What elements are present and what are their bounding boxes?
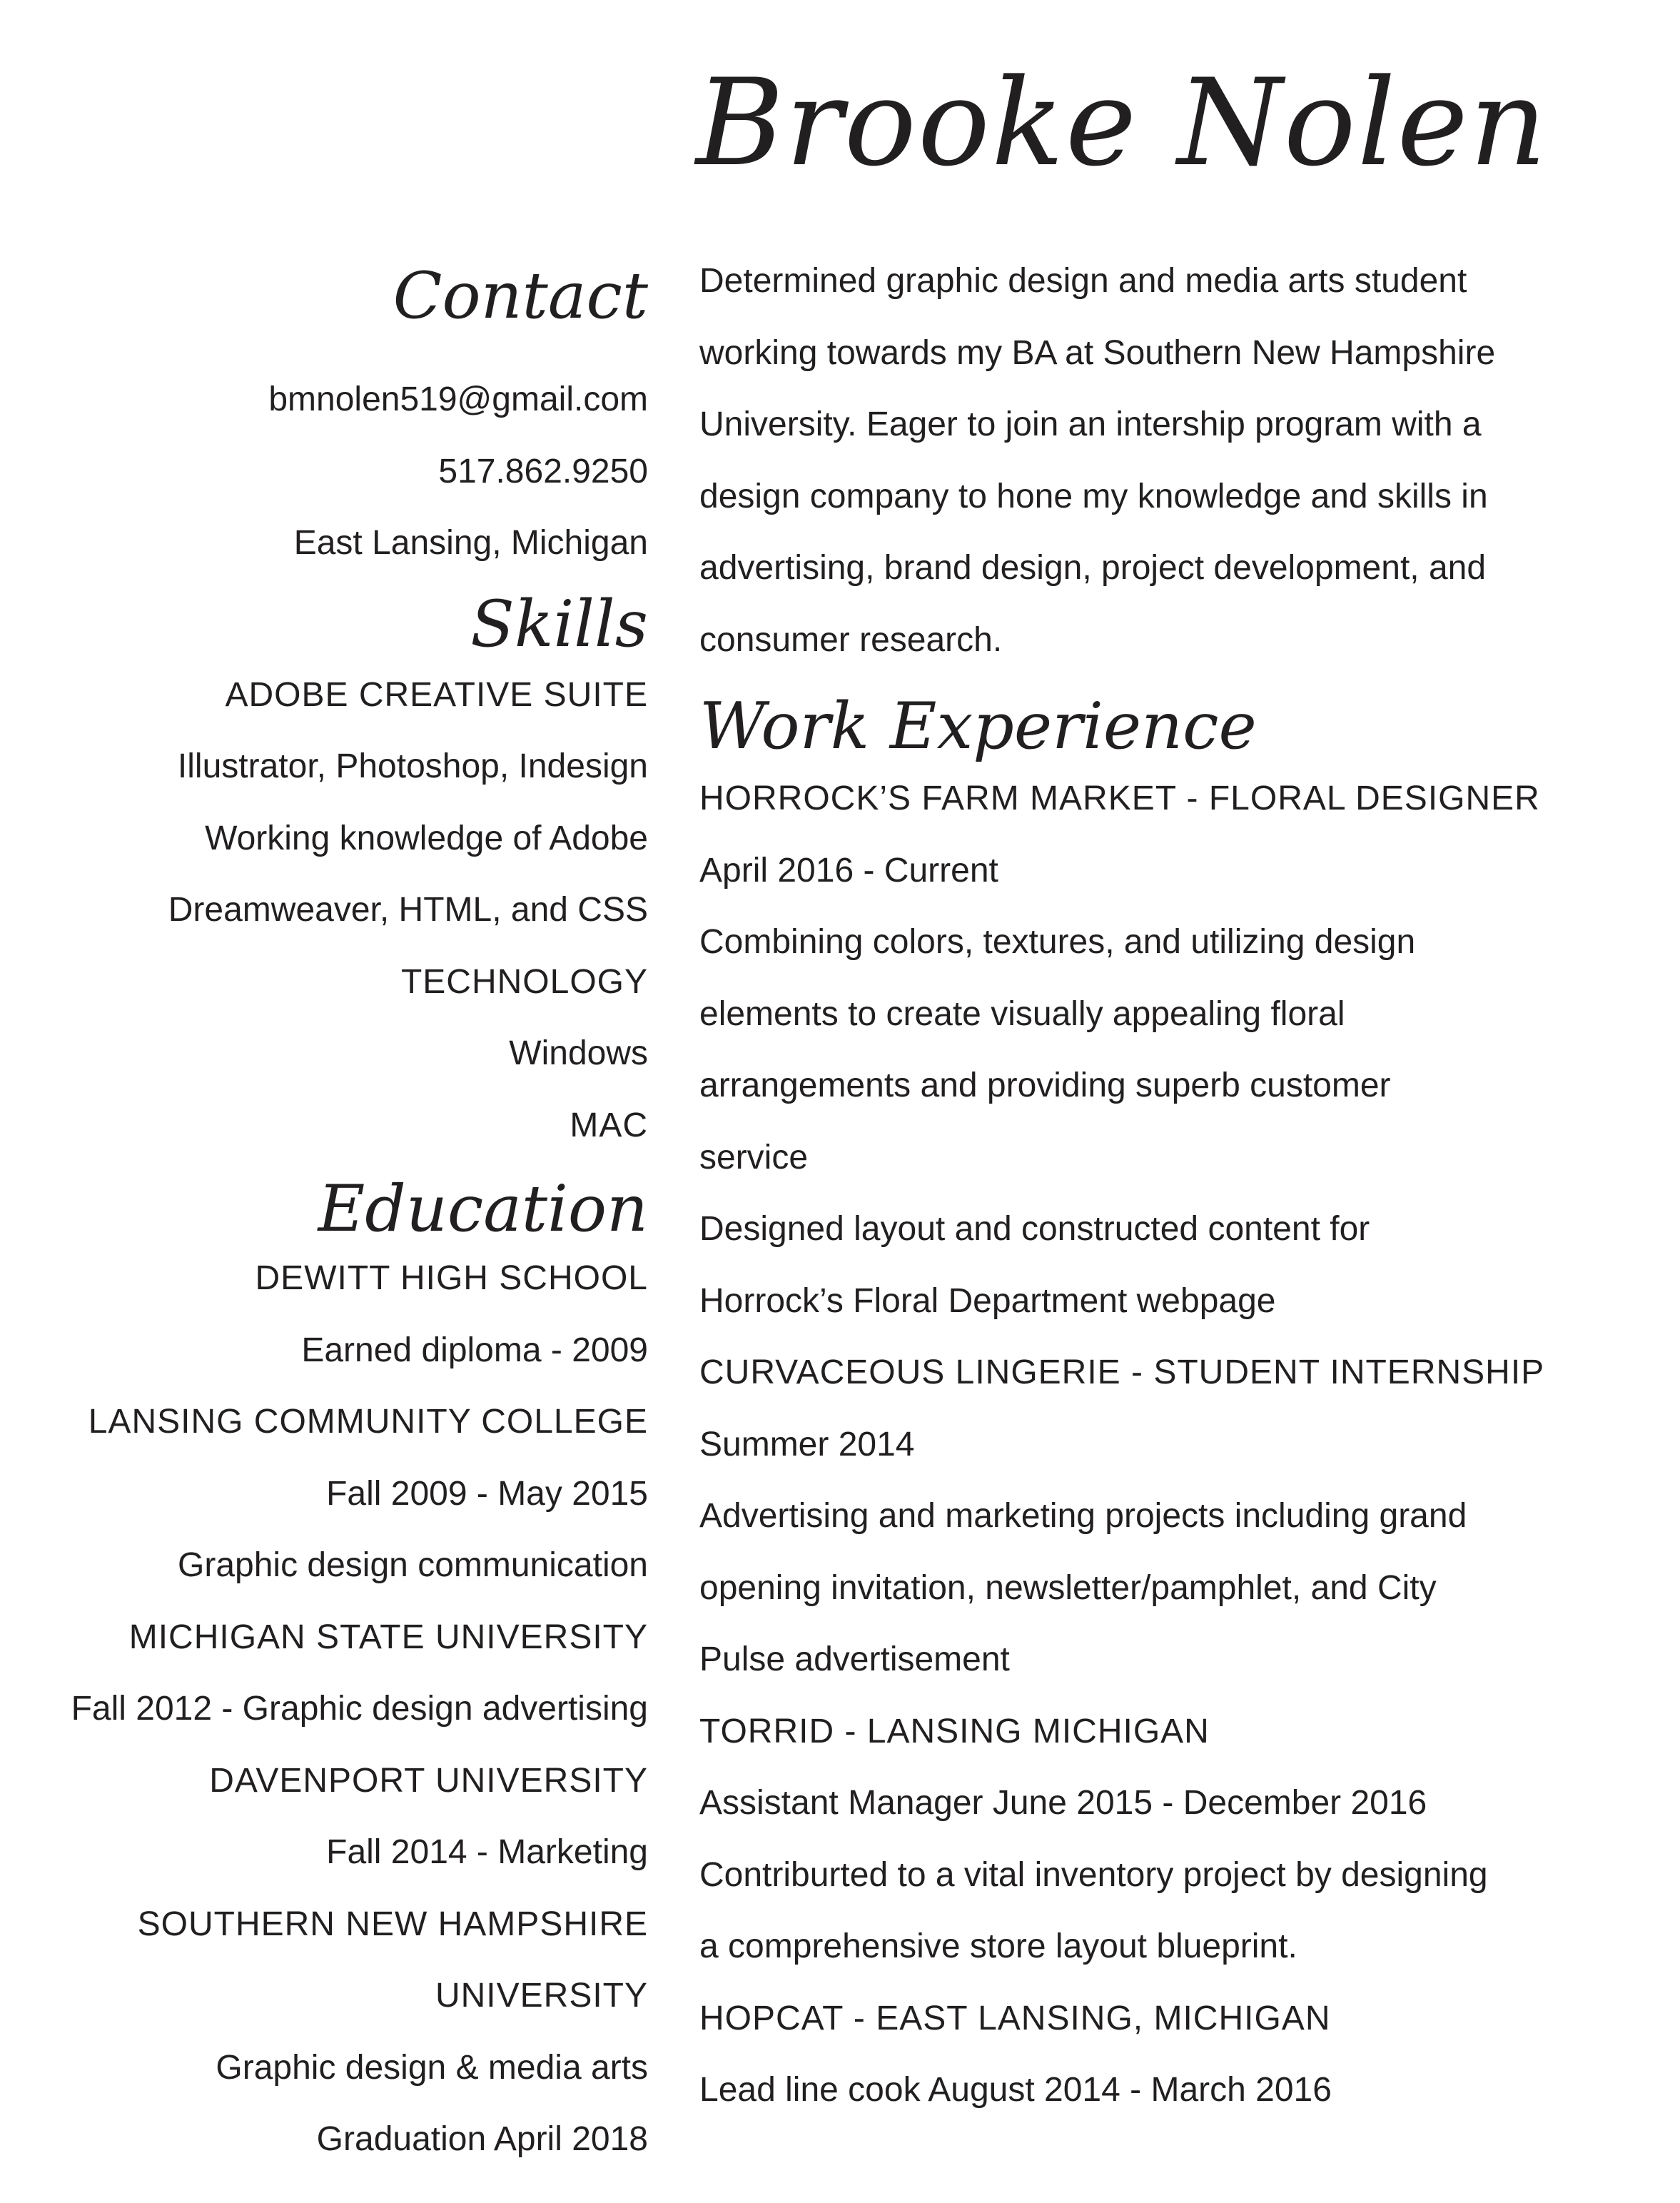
skills-line: TECHNOLOGY: [400, 962, 648, 1001]
skills-line: ADOBE CREATIVE SUITE: [225, 675, 648, 714]
work-line: a comprehensive store layout blueprint.: [699, 1927, 1297, 1965]
summary-line: design company to hone my knowledge and skills in: [699, 477, 1488, 515]
work-line: Combining colors, textures, and utilizing design: [699, 923, 1416, 961]
skills-heading: Skills: [470, 586, 648, 662]
education-line: Fall 2012 - Graphic design advertising: [71, 1690, 648, 1728]
skills-line: Illustrator, Photoshop, Indesign: [177, 747, 648, 785]
work-line: elements to create visually appealing floral: [699, 994, 1345, 1033]
education-line: Fall 2009 - May 2015: [326, 1474, 648, 1513]
education-line: Fall 2014 - Marketing: [326, 1833, 648, 1871]
left-column: [6, 257, 648, 2176]
work-line: HOPCAT - EAST LANSING, MICHIGAN: [699, 1999, 1331, 2037]
contact-email: bmnolen519@gmail.com: [268, 380, 648, 418]
skills-line: Working knowledge of Adobe: [205, 819, 648, 857]
work-line: Summer 2014: [699, 1425, 915, 1463]
work-line: Advertising and marketing projects including grand: [699, 1497, 1467, 1535]
work-line: Designed layout and constructed content for: [699, 1210, 1370, 1248]
right-column: [699, 246, 1649, 2127]
education-section-header: [6, 1161, 648, 1246]
work-line: Contriburted to a vital inventory project by designing: [699, 1855, 1488, 1894]
work-line: arrangements and providing superb customer: [699, 1067, 1391, 1104]
contact-section-header: [6, 257, 648, 364]
skills-line: Dreamweaver, HTML, and CSS: [168, 891, 648, 929]
work-experience-heading: Work Experience: [699, 689, 1257, 764]
work-line: CURVACEOUS LINGERIE - STUDENT INTERNSHIP: [699, 1353, 1545, 1391]
work-line: opening invitation, newsletter/pamphlet, and City: [699, 1568, 1437, 1607]
education-line: SOUTHERN NEW HAMPSHIRE: [137, 1905, 648, 1943]
summary-line: advertising, brand design, project development, and: [699, 549, 1487, 587]
work-line: Lead line cook August 2014 - March 2016: [699, 2071, 1332, 2109]
education-line: Graphic design & media arts: [216, 2048, 648, 2087]
education-line: DAVENPORT UNIVERSITY: [209, 1761, 648, 1800]
summary-line: consumer research.: [699, 620, 1003, 659]
education-line: Graduation April 2018: [316, 2120, 648, 2158]
education-line: Graphic design communication: [178, 1546, 648, 1584]
contact-phone: 517.862.9250: [438, 452, 648, 490]
education-line: MICHIGAN STATE UNIVERSITY: [128, 1618, 648, 1656]
work-line: TORRID - LANSING MICHIGAN: [699, 1712, 1210, 1750]
summary-line: University. Eager to join an intership program with a: [699, 405, 1482, 443]
work-line: HORROCK’S FARM MARKET - FLORAL DESIGNER: [699, 780, 1540, 817]
work-section-header: [699, 676, 1649, 763]
summary-line: working towards my BA at Southern New Hampshire: [699, 333, 1496, 372]
work-line: Pulse advertisement: [699, 1640, 1010, 1678]
education-line: Earned diploma - 2009: [301, 1331, 648, 1369]
contact-heading: Contact: [393, 258, 648, 333]
education-line: LANSING COMMUNITY COLLEGE: [88, 1403, 648, 1441]
contact-location: East Lansing, Michigan: [293, 524, 648, 562]
education-line: UNIVERSITY: [435, 1977, 648, 2015]
education-line: DEWITT HIGH SCHOOL: [255, 1259, 648, 1297]
work-line: service: [699, 1138, 809, 1176]
work-line: Horrock’s Floral Department webpage: [699, 1281, 1276, 1320]
work-line: Assistant Manager June 2015 - December 2016: [699, 1784, 1427, 1822]
work-line: April 2016 - Current: [699, 851, 998, 889]
skills-line: MAC: [570, 1106, 648, 1144]
skills-line: Windows: [509, 1034, 648, 1072]
skills-section-header: [6, 580, 648, 660]
education-heading: Education: [318, 1171, 648, 1246]
resume-name: Brooke Nolen: [696, 53, 1549, 193]
summary-line: Determined graphic design and media arts student: [699, 262, 1467, 300]
